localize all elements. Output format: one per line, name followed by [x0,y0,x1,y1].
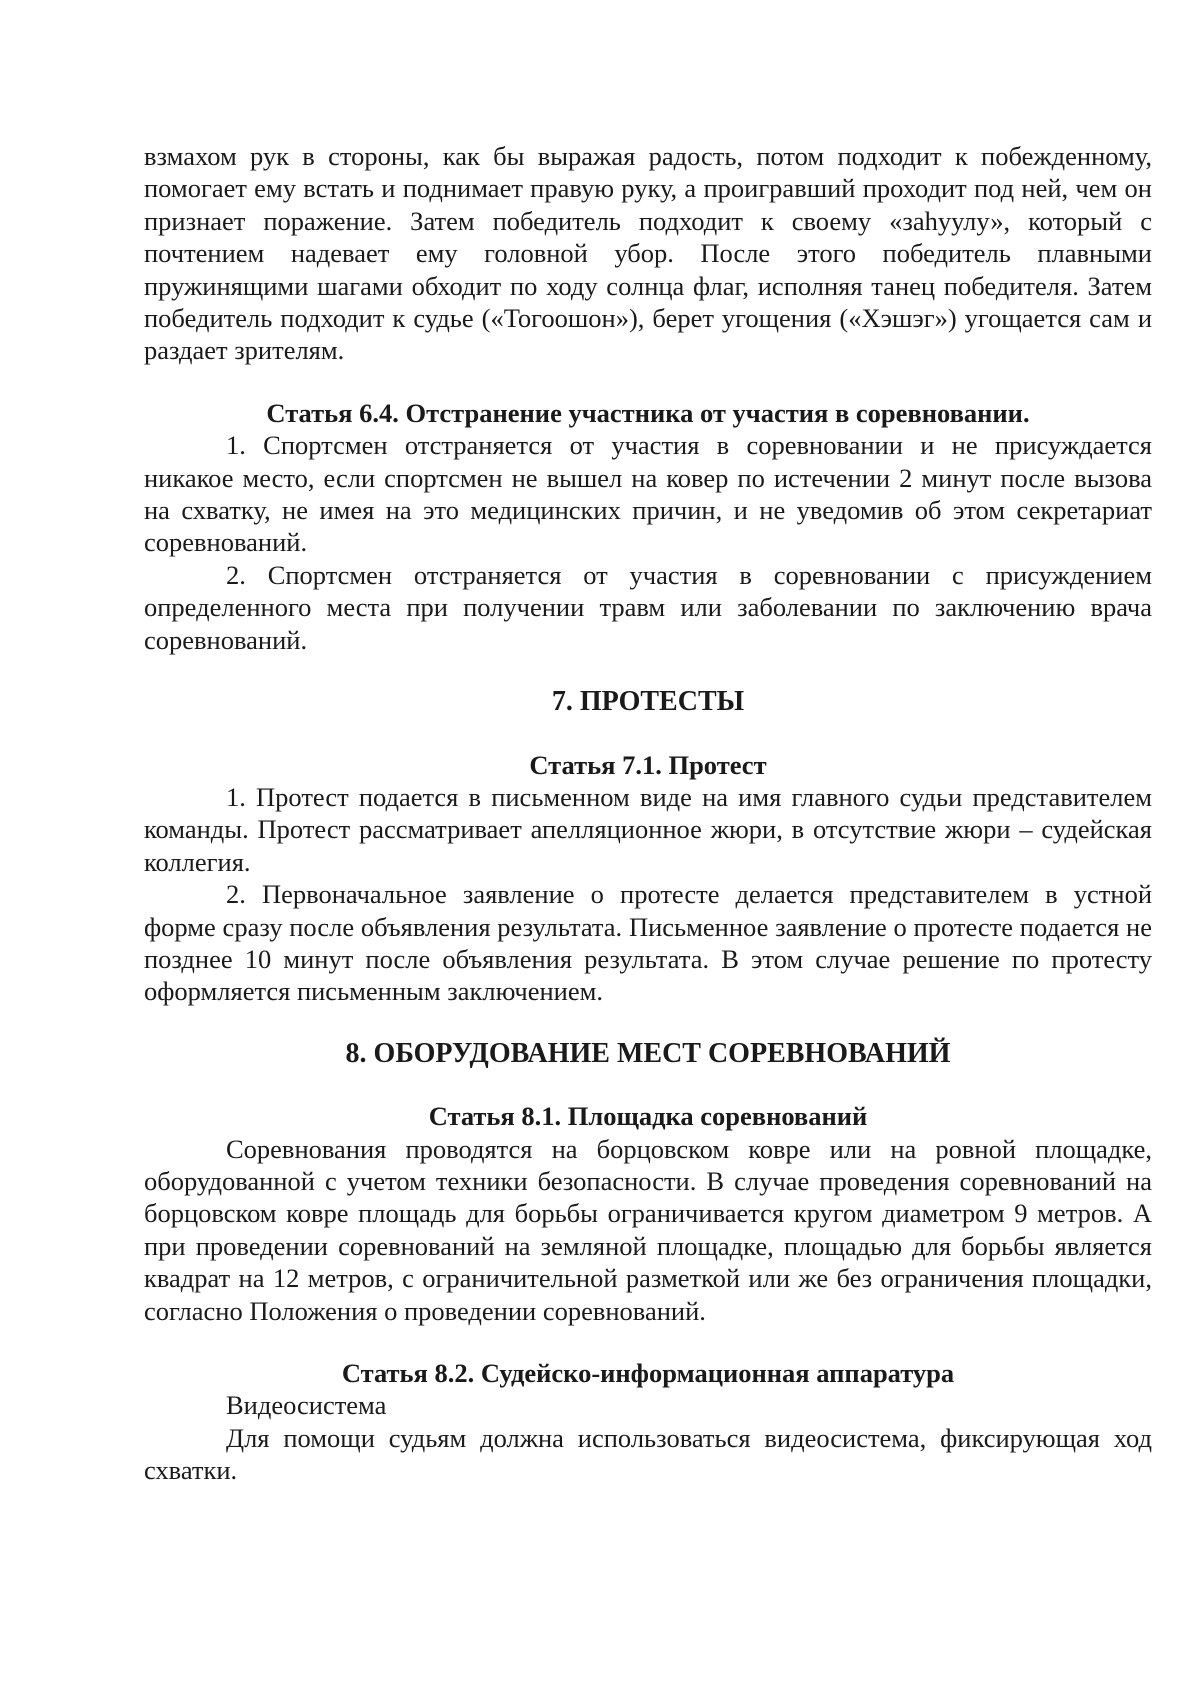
article-7-1-paragraph-1: 1. Протест подается в письменном виде на имя главного судьи представителем команды. Протест рассматривает апелляционное жюри, в отсутствие жюри – судейская коллегия. [144,781,1152,877]
article-8-1-heading: Статья 8.1. Площадка соревнований [428,1101,868,1132]
article-8-2-subheading: Видеосистема [226,1390,387,1421]
article-8-2-paragraph-1: Для помощи судьям должна использоваться видеосистема, фиксирующая ход схватки. [144,1422,1152,1486]
intro-paragraph: взмахом рук в стороны, как бы выражая радость, потом подходит к побежденному, помогает ему встать и поднимает правую руку, а проигравший проходит под ней, чем он признает поражение. Затем победитель подходит к своему «заһуулу», который с почтением надевает ему головной убор. После этого победитель плавными пружинящими шагами обходит по ходу солнца флаг, исполняя танец победителя. Затем победитель подходит к судье («Тогоошон»), берет угощения («Хэшэг») угощается сам и раздает зрителям. [144,141,1152,366]
document-page [144,140,1152,1487]
article-7-1-heading: Статья 7.1. Протест [529,749,767,780]
article-8-2-heading: Статья 8.2. Судейско-информационная аппаратура [341,1358,955,1388]
article-6-4-paragraph-2: 2. Спортсмен отстраняется от участия в соревновании с присуждением определенного места при получении травм или заболевании по заключению врача соревнований. [144,559,1152,655]
article-6-4-paragraph-1: 1. Спортсмен отстраняется от участия в соревновании и не присуждается никакое место, если спортсмен не вышел на ковер по истечении 2 минут после вызова на схватку, не имея на это медицинских причин, и не уведомив об этом секретариат соревнований. [144,430,1152,558]
section-7-heading: 7. ПРОТЕСТЫ [551,686,745,718]
section-8-heading: 8. ОБОРУДОВАНИЕ МЕСТ СОРЕВНОВАНИЙ [345,1037,951,1069]
article-7-1-paragraph-2: 2. Первоначальное заявление о протесте делается представителем в устной форме сразу после объявления результата. Письменное заявление о протесте подается не позднее 10 минут после объявления результата. В этом случае решение по протесту оформляется письменным заключением. [144,879,1152,1007]
article-8-1-paragraph-1: Соревнования проводятся на борцовском ковре или на ровной площадке, оборудованной с учетом техники безопасности. В случае проведения соревнований на борцовском ковре площадь для борьбы ограничивается кругом диаметром 9 метров. А при проведении соревнований на земляной площадке, площадью для борьбы является квадрат на 12 метров, с ограничительной разметкой или же без ограничения площадки, согласно Положения о проведении соревнований. [144,1133,1152,1326]
article-6-4-heading: Статья 6.4. Отстранение участника от участия в соревновании. [266,397,1030,428]
